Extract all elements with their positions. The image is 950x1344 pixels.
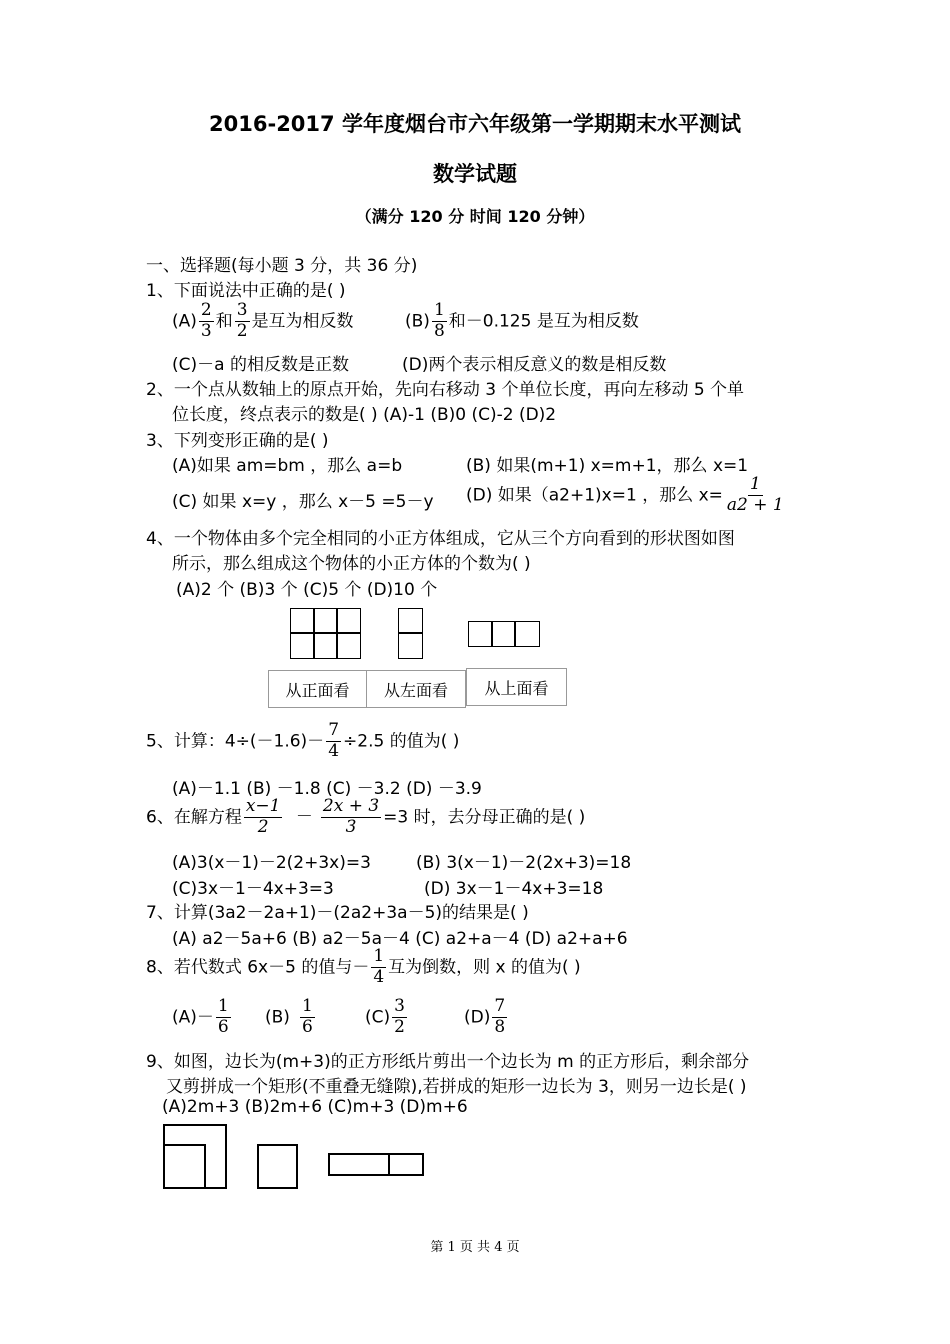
q3-option-c: (C) 如果 x=y ，那么 x－5 =5－y <box>172 492 434 512</box>
q5-options: (A)－1.1 (B) －1.8 (C) －3.2 (D) －3.9 <box>172 779 482 799</box>
q9-options: (A)2m+3 (B)2m+6 (C)m+3 (D)m+6 <box>162 1097 468 1117</box>
q4-label-front: 从正面看 <box>268 670 367 708</box>
q4-line1: 4、一个物体由多个完全相同的小正方体组成，它从三个方向看到的形状图如图 <box>146 529 735 549</box>
page-footer: 第 1 页 共 4 页 <box>430 1240 520 1255</box>
section-heading: 一、选择题(每小题 3 分，共 36 分) <box>146 256 418 276</box>
q9-line2: 又剪拼成一个矩形(不重叠无缝隙),若拼成的矩形一边长为 3，则另一边长是( ) <box>166 1077 747 1097</box>
q3-option-b: (B) 如果(m+1) x=m+1，那么 x=1 <box>466 456 749 476</box>
q6-stem: 6、在解方程 $\frac{x-1}{2}$ － $\frac{2x + 3}{3}$ =3 时，去分母正确的是( ) <box>146 796 586 837</box>
q1-option-a: (A) $\frac{2}{3}$ 和 $\frac{3}{2}$ 是互为相反数 <box>172 300 354 341</box>
score-time-note: （满分 120 分 时间 120 分钟） <box>355 207 595 226</box>
q3-option-a: (A)如果 am=bm ，那么 a=b <box>172 456 403 476</box>
q7-options: (A) a2－5a+6 (B) a2－5a－4 (C) a2+a－4 (D) a2+a+6 <box>172 929 628 949</box>
q2-line1: 2、一个点从数轴上的原点开始，先向右移动 3 个单位长度，再向左移动 5 个单 <box>146 380 745 400</box>
q8-option-a: (A)－ $\frac{1}{6}$ <box>172 996 229 1037</box>
q9-small-square-figure <box>257 1144 298 1189</box>
q4-options: (A)2 个 (B)3 个 (C)5 个 (D)10 个 <box>176 580 438 600</box>
page-subtitle: 数学试题 <box>433 162 517 186</box>
q1-option-b: (B) $\frac{1}{8}$ 和－0.125 是互为相反数 <box>405 300 639 341</box>
q6-option-b: (B) 3(x－1)－2(2x+3)=18 <box>416 853 632 873</box>
q1-option-c: (C)－a 的相反数是正数 <box>172 355 349 375</box>
q8-stem: 8、若代数式 6x－5 的值与－ $\frac{1}{4}$ 互为倒数，则 x 的值为( ) <box>146 946 581 987</box>
q8-option-d: (D) $\frac{7}{8}$ <box>464 996 506 1037</box>
q9-line1: 9、如图，边长为(m+3)的正方形纸片剪出一个边长为 m 的正方形后，剩余部分 <box>146 1052 750 1072</box>
q3-stem: 3、下列变形正确的是( ) <box>146 431 329 451</box>
q5-stem: 5、计算：4÷(－1.6)－ $\frac{7}{4}$ ÷2.5 的值为( ) <box>146 720 460 761</box>
page-title: 2016-2017 学年度烟台市六年级第一学期期末水平测试 <box>209 112 741 136</box>
q8-option-c: (C) $\frac{3}{2}$ <box>365 996 405 1037</box>
q4-label-top: 从上面看 <box>466 668 567 706</box>
q1-stem: 1、下面说法中正确的是( ) <box>146 281 346 301</box>
q7-stem: 7、计算(3a2－2a+1)－(2a2+3a－5)的结果是( ) <box>146 903 529 923</box>
q1-option-d: (D)两个表示相反意义的数是相反数 <box>402 355 667 375</box>
q6-option-c: (C)3x－1－4x+3=3 <box>172 879 334 899</box>
q3-option-d: (D) 如果（a2+1)x=1 ，那么 x= $\frac{1}{a2 + 1}$ <box>466 474 784 515</box>
q6-option-a: (A)3(x－1)－2(2+3x)=3 <box>172 853 371 873</box>
q6-option-d: (D) 3x－1－4x+3=18 <box>424 879 604 899</box>
q8-option-b: (B) $\frac{1}{6}$ <box>265 996 313 1037</box>
q4-label-left: 从左面看 <box>366 670 466 708</box>
q2-line2: 位长度，终点表示的数是( ) (A)-1 (B)0 (C)-2 (D)2 <box>172 405 557 425</box>
q4-line2: 所示，那么组成这个物体的小正方体的个数为( ) <box>172 554 531 574</box>
